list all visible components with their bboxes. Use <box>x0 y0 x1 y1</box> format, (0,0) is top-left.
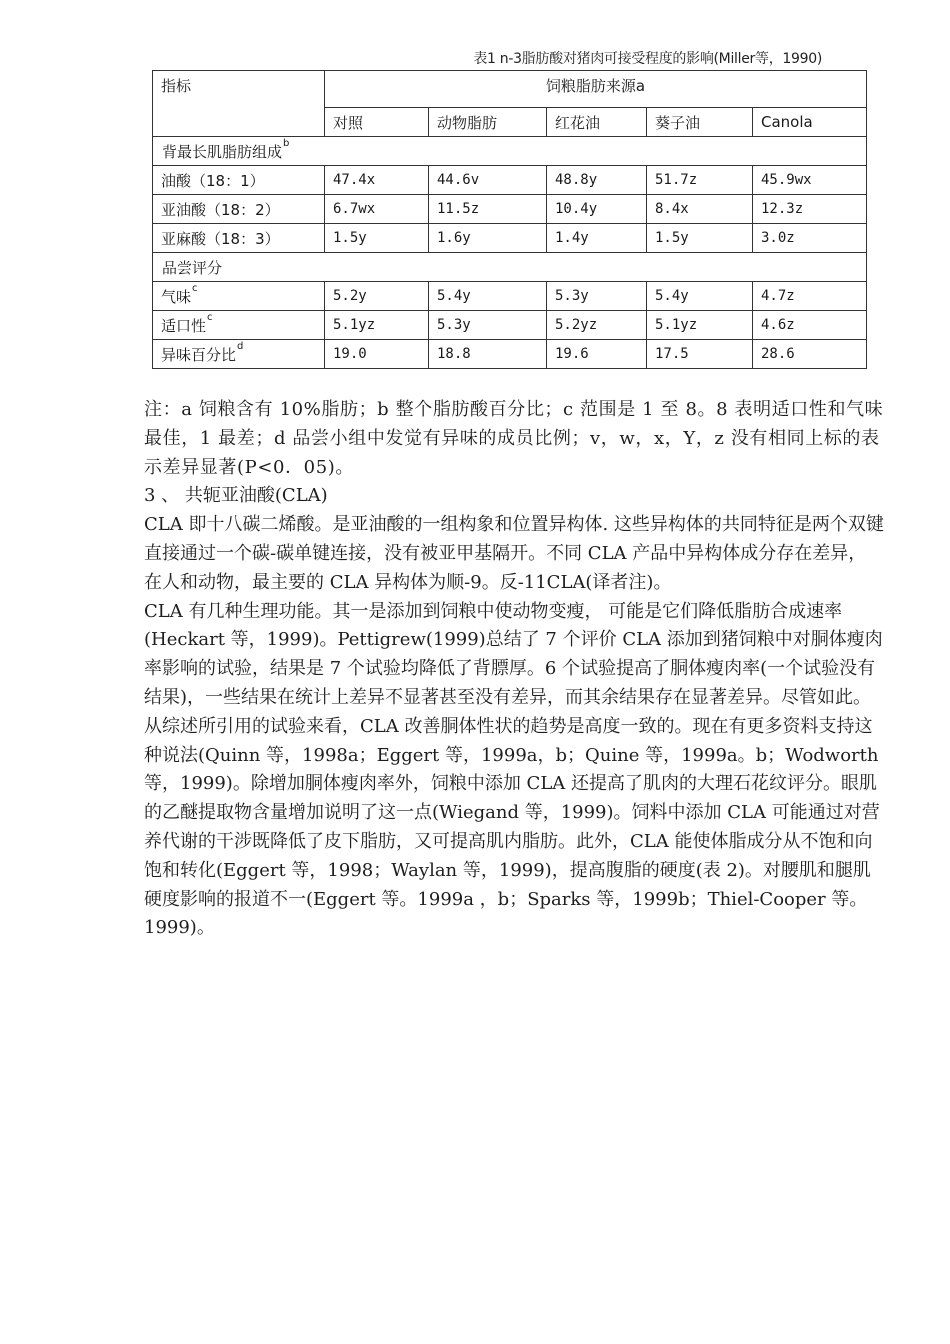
table-cell: 1.4y <box>547 224 647 253</box>
table-cell: 5.3y <box>547 282 647 311</box>
table-cell: 19.0 <box>325 340 429 369</box>
table-cell: 4.7z <box>753 282 867 311</box>
table-cell: 1.6y <box>429 224 547 253</box>
table-row <box>153 166 867 195</box>
column-header: 红花油 <box>547 108 647 137</box>
section-row-tasting-score <box>153 253 867 282</box>
column-header: 葵子油 <box>647 108 753 137</box>
fatty-acid-table <box>152 70 867 369</box>
row-label: 异味百分比$^d$ <box>153 340 325 369</box>
table-cell: 17.5 <box>647 340 753 369</box>
table-cell: 5.3y <box>429 311 547 340</box>
table-row <box>153 195 867 224</box>
footnote-marker: d <box>237 340 244 352</box>
table-row <box>153 224 867 253</box>
table-header-row <box>153 71 867 108</box>
section-heading: 3 、 共轭亚油酸(CLA) <box>144 485 328 507</box>
table-cell: 10.4y <box>547 195 647 224</box>
table-cell: 5.4y <box>429 282 547 311</box>
table-cell: 8.4x <box>647 195 753 224</box>
section-row-fat-composition <box>153 137 867 166</box>
column-header: 对照 <box>325 108 429 137</box>
table-cell: 5.2yz <box>547 311 647 340</box>
table-cell: 19.6 <box>547 340 647 369</box>
table-cell: 11.5z <box>429 195 547 224</box>
row-label: 气味$^c$ <box>153 282 325 311</box>
table-cell: 1.5y <box>325 224 429 253</box>
table-cell: 6.7wx <box>325 195 429 224</box>
header-indicator: 指标 <box>153 71 325 137</box>
table-cell: 44.6v <box>429 166 547 195</box>
column-header: Canola <box>753 108 867 137</box>
table-cell: 45.9wx <box>753 166 867 195</box>
section-label: 背最长肌脂肪组成$^b$ <box>153 137 867 166</box>
table-cell: 5.2y <box>325 282 429 311</box>
table-row <box>153 311 867 340</box>
table-cell: 5.1yz <box>325 311 429 340</box>
row-label: 适口性$^c$ <box>153 311 325 340</box>
footnote-marker: c <box>192 282 198 294</box>
footnote-marker: c <box>207 311 213 323</box>
row-label: 亚油酸（18：2） <box>153 195 325 224</box>
table-cell: 4.6z <box>753 311 867 340</box>
footnote-marker: b <box>283 137 290 149</box>
table-cell: 5.4y <box>647 282 753 311</box>
row-label: 亚麻酸（18：3） <box>153 224 325 253</box>
table-caption: 表1 n-3脂肪酸对猪肉可接受程度的影响(Miller等，1990) <box>473 51 822 67</box>
row-label: 油酸（18：1） <box>153 166 325 195</box>
table-cell: 48.8y <box>547 166 647 195</box>
table-row <box>153 340 867 369</box>
table-cell: 51.7z <box>647 166 753 195</box>
table-cell: 12.3z <box>753 195 867 224</box>
table-row <box>153 282 867 311</box>
paragraph: CLA 即十八碳二烯酸。是亚油酸的一组构象和位置异构体. 这些异构体的共同特征是两个双键直接通过一个碳-碳单键连接，没有被亚甲基隔开。不同 CLA 产品中异构体成分存在差异，在人和动物，最主要的 CLA 异构体为顺-9。反-11CLA(译者注)。 <box>144 514 884 593</box>
table-cell: 18.8 <box>429 340 547 369</box>
table-cell: 28.6 <box>753 340 867 369</box>
table-cell: 1.5y <box>647 224 753 253</box>
paragraph: CLA 有几种生理功能。其一是添加到饲粮中使动物变瘦， 可能是它们降低脂肪合成速率(Heckart 等，1999)。Pettigrew(1999)总结了 7 个评价 CLA 添加到猪饲粮中对胴体瘦肉率影响的试验，结果是 7 个试验均降低了背膘厚。6 个试验提高了胴体瘦肉率(一个试验没有结果)，一些结果在统计上差异不显著甚至没有差异，而其余结果存在显著差异。尽管如此。从综述所引用的试验来看，CLA 改善胴体性状的趋势是高度一致的。现在有更多资料支持这种说法(Quinn 等，1998a；Eggert 等，1999a，b；Quine 等，1999a。b；Wodworth 等，1999)。除增加胴体瘦肉率外，饲粮中添加 CLA 还提高了肌肉的大理石花纹评分。眼肌的乙醚提取物含量增加说明了这一点(Wiegand 等，1999)。饲料中添加 CLA 可能通过对营养代谢的干涉既降低了皮下脂肪，又可提高肌内脂肪。此外，CLA 能使体脂成分从不饱和向饱和转化(Eggert 等，1998；Waylan 等，1999)，提高腹脂的硬度(表 2)。对腰肌和腿肌硬度影响的报道不一(Eggert 等。1999a ，b；Sparks 等，1999b；Thiel-Cooper 等。1999)。 <box>144 600 883 939</box>
article-body <box>144 396 884 943</box>
section-label: 品尝评分 <box>153 253 867 282</box>
table-notes: 注：a 饲粮含有 10%脂肪；b 整个脂肪酸百分比；c 范围是 1 至 8。8 表明适口性和气味最佳，1 最差；d 品尝小组中发觉有异味的成员比例；v，w，x，Y，z 没有相同上标的表示差异显著(P<0．05)。 <box>144 399 884 478</box>
table-cell: 3.0z <box>753 224 867 253</box>
table-cell: 47.4x <box>325 166 429 195</box>
table-cell: 5.1yz <box>647 311 753 340</box>
header-fat-source: 饲粮脂肪来源a <box>325 71 867 108</box>
column-header: 动物脂肪 <box>429 108 547 137</box>
